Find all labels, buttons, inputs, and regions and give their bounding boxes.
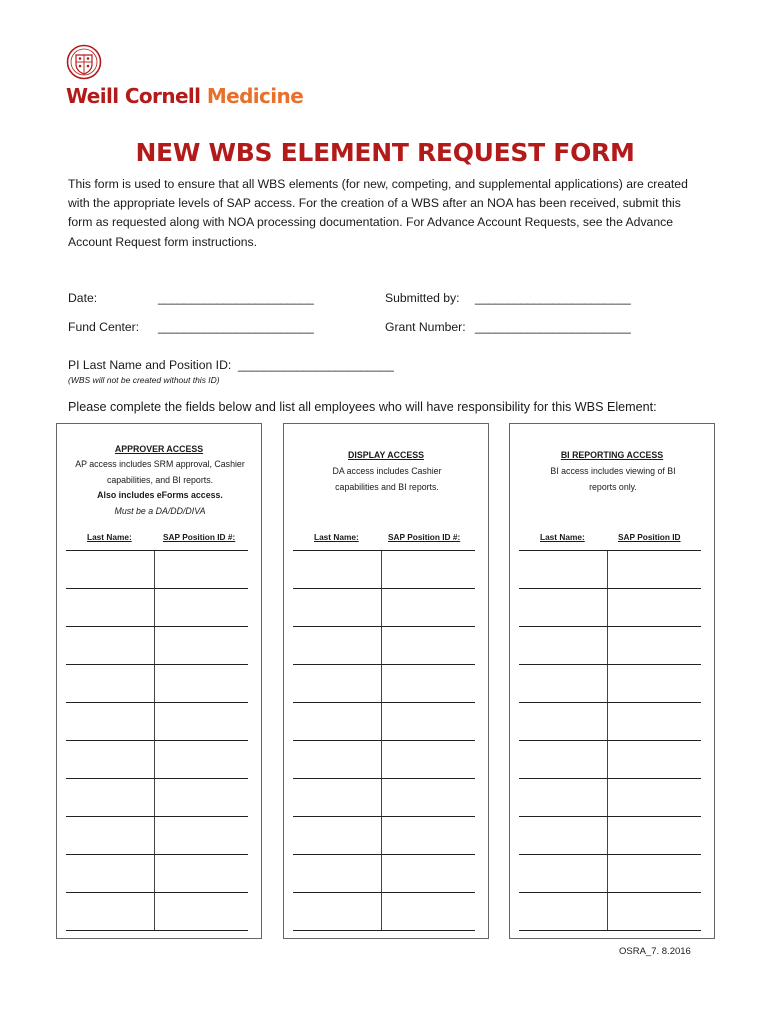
entry-row-line [519, 892, 701, 893]
entry-row-line [66, 588, 248, 589]
entry-grid[interactable] [66, 550, 248, 932]
entry-row-line [519, 778, 701, 779]
bi-reporting-access-box [509, 423, 715, 939]
fund-center-field[interactable]: ________________________ [158, 320, 314, 334]
col-sap-position-id: SAP Position ID #: [388, 532, 461, 542]
box-description: BI access includes viewing of BI reports only. [550, 466, 676, 492]
entry-row-line [519, 702, 701, 703]
entry-row-line [293, 854, 475, 855]
entry-row-line [66, 854, 248, 855]
box-description: DA access includes Cashier capabilities and BI reports. [332, 466, 442, 492]
box-desc-italic: Must be a DA/DD/DIVA [114, 505, 206, 516]
entry-row-line [66, 626, 248, 627]
col-sap-position-id: SAP Position ID #: [163, 532, 236, 542]
entry-row-line [66, 550, 248, 551]
col-sap-position-id: SAP Position ID [618, 532, 681, 542]
entry-grid[interactable] [293, 550, 475, 932]
submitted-by-field[interactable]: ________________________ [475, 291, 631, 305]
entry-row-line [293, 892, 475, 893]
entry-row-line [66, 930, 248, 931]
pi-note: (WBS will not be created without this ID) [68, 375, 220, 385]
page-title: NEW WBS ELEMENT REQUEST FORM [135, 138, 635, 167]
entry-row-line [66, 702, 248, 703]
date-label: Date: [68, 291, 98, 305]
box-description [67, 457, 253, 519]
intro-paragraph: This form is used to ensure that all WBS elements (for new, competing, and supplemental applications) are created with the appropriate levels of SAP access. For the creation of a WBS after an NOA has been received, submit this form as requested along with NOA processing documentation. For Advance Account Requests, see the Advance Account Request form instructions. [68, 177, 688, 249]
form-version-footer: OSRA_7. 8.2016 [619, 946, 691, 957]
entry-row-line [293, 778, 475, 779]
approver-access-box [56, 423, 262, 939]
entry-row-line [66, 816, 248, 817]
brand-name-part1: Weill Cornell [66, 84, 207, 108]
entry-row-line [293, 740, 475, 741]
col-last-name: Last Name: [314, 532, 359, 542]
entry-row-line [519, 588, 701, 589]
entry-row-line [293, 816, 475, 817]
entry-row-line [519, 740, 701, 741]
brand-name-part2: Medicine [206, 84, 304, 108]
entry-grid[interactable] [519, 550, 701, 932]
entry-row-line [519, 854, 701, 855]
entry-row-line [293, 702, 475, 703]
entry-row-line [293, 930, 475, 931]
display-access-box [283, 423, 489, 939]
col-last-name: Last Name: [87, 532, 132, 542]
entry-row-line [293, 550, 475, 551]
entry-row-line [66, 892, 248, 893]
fund-center-label: Fund Center: [68, 320, 140, 334]
entry-row-line [66, 664, 248, 665]
entry-row-line [293, 664, 475, 665]
col-last-name: Last Name: [540, 532, 585, 542]
entry-row-line [519, 816, 701, 817]
box-desc-text: AP access includes SRM approval, Cashier capabilities, and BI reports. [75, 459, 245, 485]
brand-logo [66, 84, 303, 108]
box-heading: BI REPORTING ACCESS [560, 450, 664, 460]
seal-icon [66, 44, 102, 84]
entry-row-line [66, 740, 248, 741]
submitted-by-label: Submitted by: [385, 291, 460, 305]
date-field[interactable]: ________________________ [158, 291, 314, 305]
entry-row-line [293, 626, 475, 627]
entry-row-line [519, 930, 701, 931]
pi-label: PI Last Name and Position ID: [68, 358, 232, 372]
entry-row-line [293, 588, 475, 589]
grant-number-label: Grant Number: [385, 320, 466, 334]
pi-field[interactable]: ________________________ [238, 358, 394, 372]
grant-number-field[interactable]: ________________________ [475, 320, 631, 334]
entry-row-line [66, 778, 248, 779]
entry-row-line [519, 550, 701, 551]
box-heading: APPROVER ACCESS [114, 444, 204, 454]
box-desc-strong: Also includes eForms access. [97, 490, 223, 501]
entry-row-line [519, 626, 701, 627]
entry-row-line [519, 664, 701, 665]
box-heading: DISPLAY ACCESS [348, 450, 424, 460]
instructions-text: Please complete the fields below and list all employees who will have responsibility for this WBS Element: [68, 400, 657, 414]
